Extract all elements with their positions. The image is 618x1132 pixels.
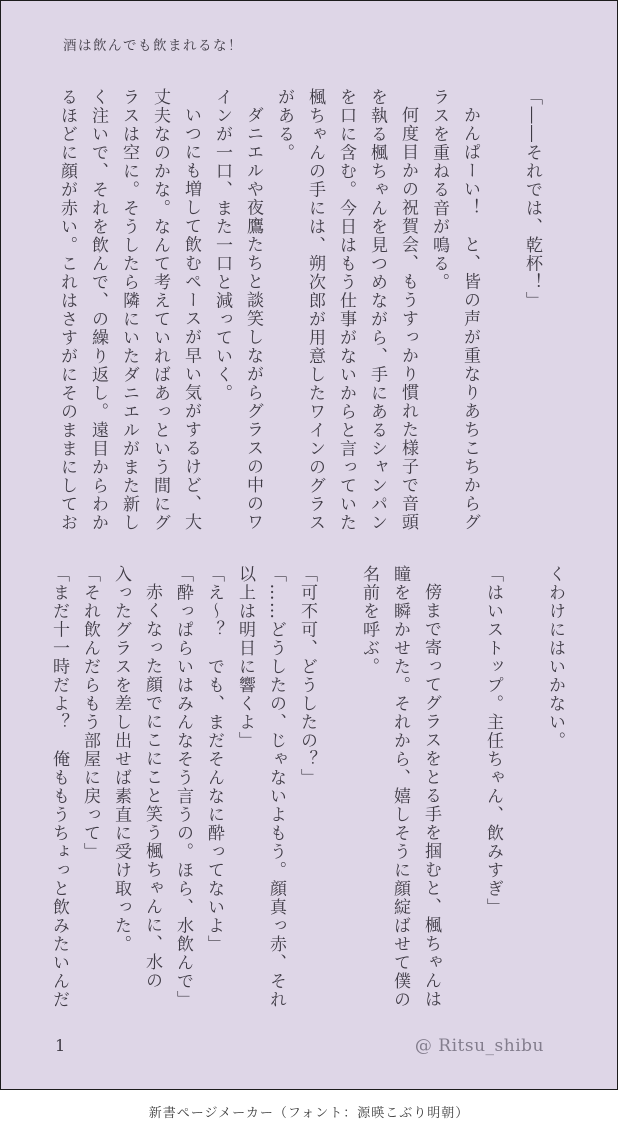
text-line: 「――それでは、乾杯！」 xyxy=(522,88,542,310)
text-line: 楓ちゃんの手には、朔次郎が用意したワインのグラス xyxy=(305,88,325,532)
text-line: を口に含む。今日はもう仕事がないからと言っていた xyxy=(336,88,356,532)
text-line: 「酔っぱらいはみんなそう言うの。ほら、水飲んで」 xyxy=(173,565,193,1009)
text-line: 赤くなった顔でにこにこと笑う楓ちゃんに、水の xyxy=(142,583,162,990)
text-line: ラスは空に。そうしたら隣にいたダニエルがまた新し xyxy=(119,88,139,532)
text-line: 瞳を瞬かせた。それから、嬉しそうに顔綻ばせて僕の xyxy=(390,565,410,1009)
text-line: 「それ飲んだらもう部屋に戻って」 xyxy=(80,565,100,861)
footer-note: 新書ページメーカー（フォント：源暎こぶり明朝） xyxy=(148,1105,470,1121)
upper-text-block xyxy=(44,88,540,542)
blank-line xyxy=(329,565,346,1019)
text-line: るほどに顔が赤い。これはさすがにそのままにしてお xyxy=(57,88,77,532)
text-line: 入ったグラスを差し出せば素直に受け取った。 xyxy=(111,565,131,954)
text-line: がある。 xyxy=(274,88,294,162)
text-line: を執る楓ちゃんを見つめながら、手にあるシャンパン xyxy=(367,88,387,532)
text-line: 「はいストップ。主任ちゃん、飲みすぎ」 xyxy=(483,565,503,917)
text-line: 丈夫なのかな。なんて考えていればあっという間にグ xyxy=(150,88,170,532)
text-line: く注いで、それを飲んで、の繰り返し。遠目からわか xyxy=(88,88,108,532)
text-line: 「……どうしたの、じゃないよもう。顔真っ赤、それ xyxy=(266,565,286,1009)
text-line: ラスを重ねる音が鳴る。 xyxy=(429,88,449,292)
running-header: 酒は飲んでも飲まれるな！ xyxy=(63,38,243,54)
footer-bar xyxy=(0,1090,618,1132)
text-line: インが一口、また一口と減っていく。 xyxy=(212,88,232,403)
page-number: 1 xyxy=(55,1036,66,1055)
text-line: 「まだ十一時だよ？ 俺ももうちょっと飲みたいんだ xyxy=(49,565,69,1009)
text-line: くわけにはいかない。 xyxy=(545,565,565,750)
text-line: ダニエルや夜鷹たちと談笑しながらグラスの中のワ xyxy=(243,106,263,532)
blank-line xyxy=(515,565,532,1019)
text-line: 以上は明日に響くよ」 xyxy=(235,565,255,750)
blank-line xyxy=(492,88,509,542)
text-line: 何度目かの祝賀会、もうすっかり慣れた様子で音頭 xyxy=(398,106,418,532)
text-line: 「可不可、どうしたの？」 xyxy=(297,565,317,787)
text-line: 「え〜？ でも、まだそんなに酔ってないよ」 xyxy=(204,565,224,954)
text-line: かんぱーい！ と、皆の声が重なりあちこちからグ xyxy=(460,106,480,532)
lower-text-block xyxy=(36,565,563,1019)
blank-line xyxy=(453,565,470,1019)
text-line: 名前を呼ぶ。 xyxy=(359,565,379,676)
text-line: 傍まで寄ってグラスをとる手を掴むと、楓ちゃんは xyxy=(421,583,441,1009)
author-credit: @ Ritsu_shibu xyxy=(414,1036,544,1056)
text-line: いつにも増して飲むペースが早い気がするけど、大 xyxy=(181,106,201,532)
